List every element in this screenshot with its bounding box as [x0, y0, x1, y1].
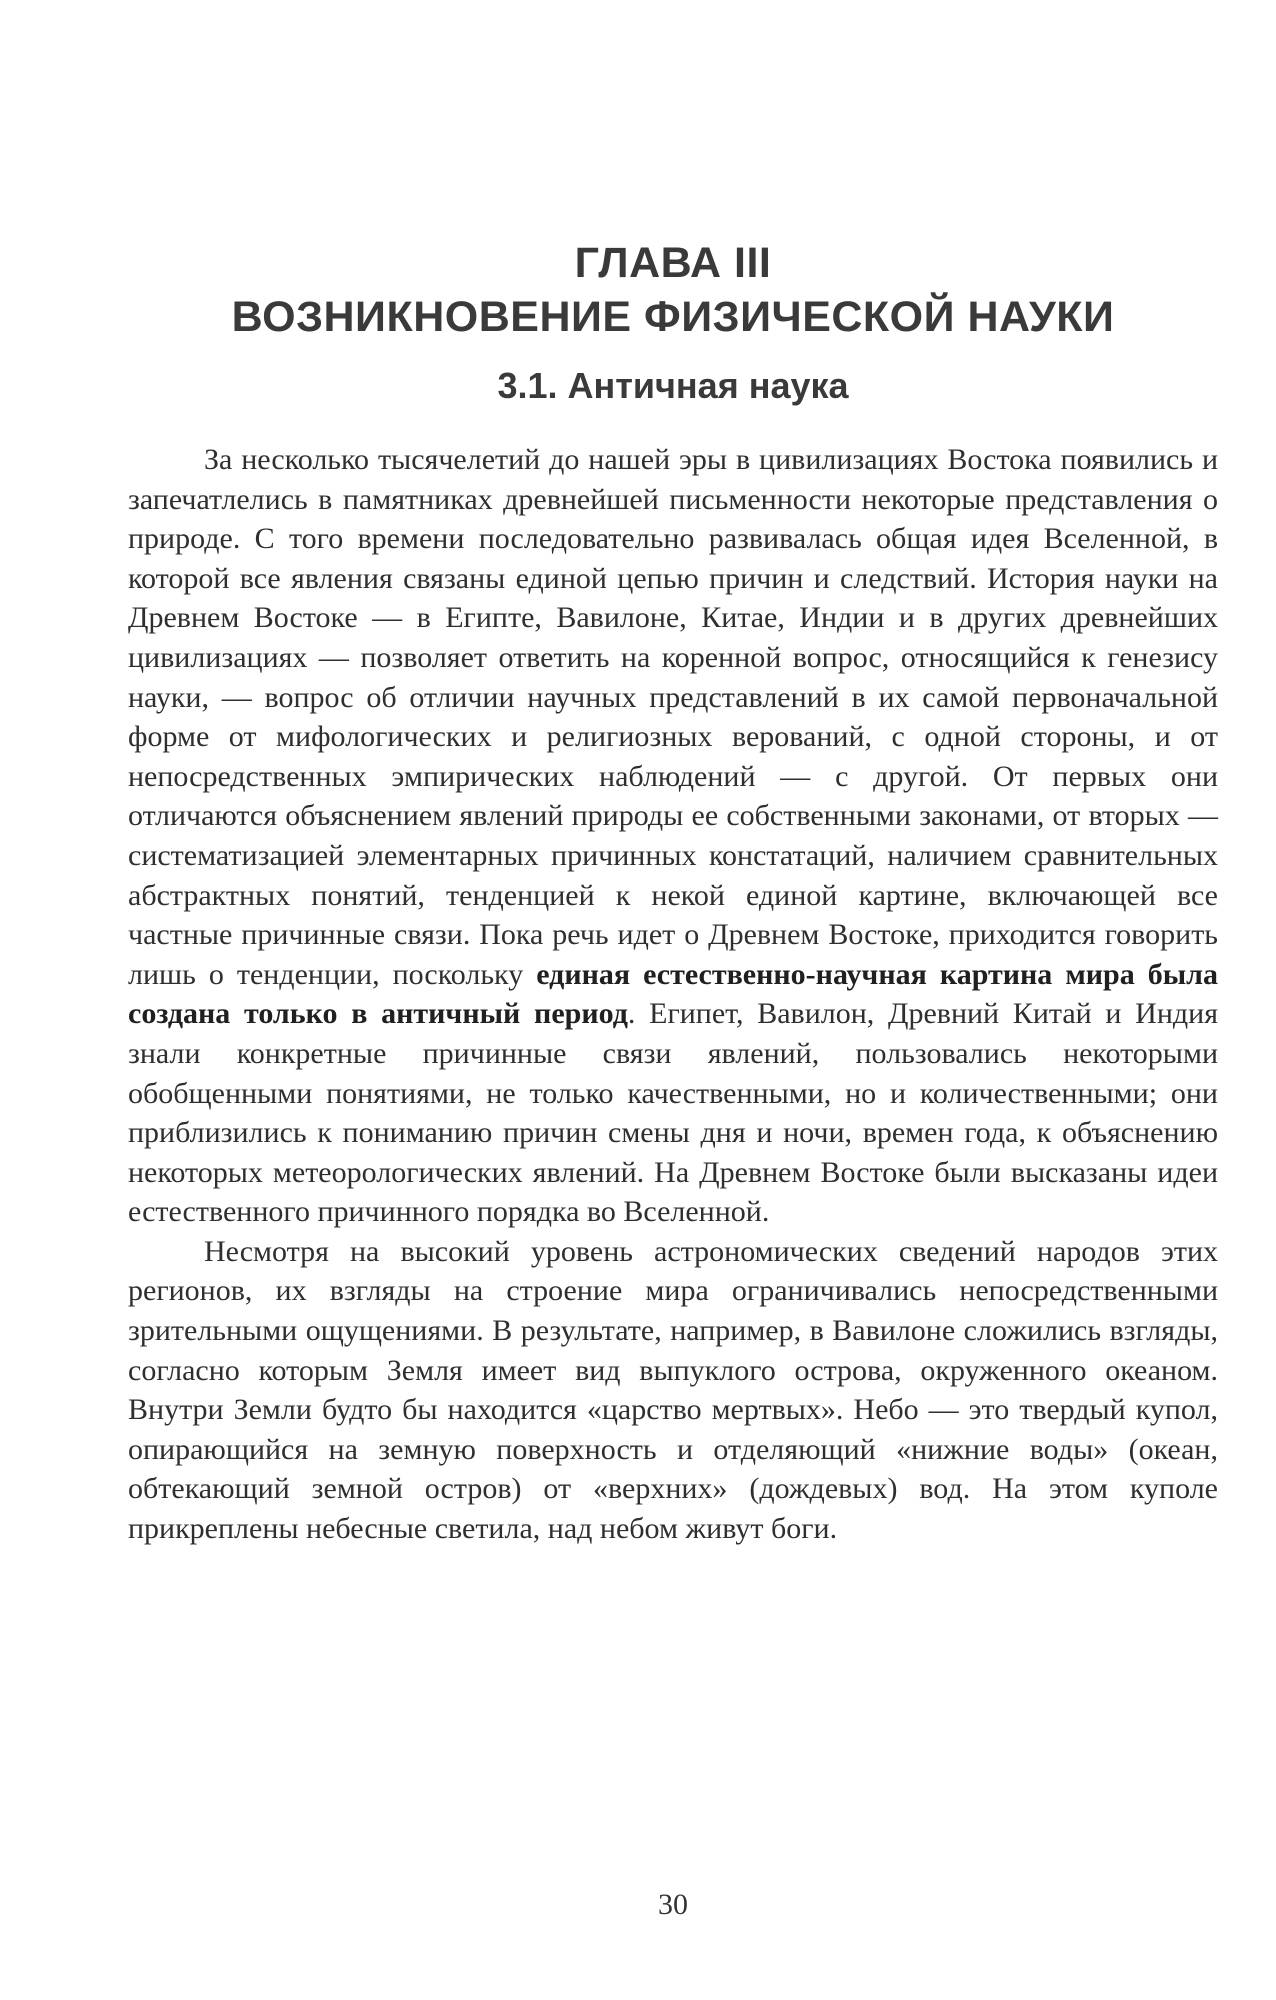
emphasized-text: единая естественно-научная картина мира была создана только в античный период	[128, 957, 1218, 1031]
paragraph: Несмотря на высокий уровень астрономических сведений народов этих регионов, их взгляды на строение мира ограничивались непосредственными зрительными ощущениями. В результате, например, в Вавилоне сложились взгляды, согласно которым Земля имеет вид выпуклого острова, окруженного океаном. Внутри Земли будто бы находится «царство мертвых». Небо — это твердый купол, опирающийся на земную поверхность и отделяющий «нижние воды» (океан, обтекающий земной остров) от «верхних» (дождевых) вод. На этом куполе прикреплены небесные светила, над небом живут боги.	[128, 1234, 1218, 1546]
body-text	[128, 440, 1218, 1549]
paragraph-text: . Египет, Вавилон, Древний Китай и Индия знали конкретные причинные связи явлений, пользовались некоторыми обобщенными понятиями, не только качественными, но и количественными; они приблизились к пониманию причин смены дня и ночи, времен года, к объяснению некоторых метеорологических явлений. На Древнем Востоке были высказаны идеи естественного причинного порядка во Вселенной.	[128, 997, 1219, 1229]
chapter-heading	[128, 236, 1218, 344]
paragraph-text: За несколько тысячелетий до нашей эры в цивилизациях Востока появились и запечатлелись в памятниках древнейшей письменности некоторые представления о природе. С того времени последовательно развивалась общая идея Вселенной, в которой все явления связаны единой цепью причин и следствий. История науки на Древнем Востоке — в Египте, Вавилоне, Китае, Индии и в других древнейших цивилизациях — позволяет ответить на коренной вопрос, относящийся к генезису науки, — вопрос об отличии научных представлений в их самой первоначальной форме от мифологических и религиозных верований, с одной стороны, и от непосредственных эмпирических наблюдений — с другой. От первых они отличаются объяснением явлений природы ее собственными законами, от вторых — систематизацией элементарных причинных констатаций, наличием сравнительных абстрактных понятий, тенденцией к некой единой картине, включающей все частные причинные связи. Пока речь идет о Древнем Востоке, приходится говорить лишь о тенденции, поскольку	[128, 443, 1218, 991]
page-number: 30	[658, 1888, 688, 1921]
section-title: 3.1. Античная наука	[497, 365, 849, 406]
book-page	[128, 0, 1218, 2000]
chapter-title: ВОЗНИКНОВЕНИЕ ФИЗИЧЕСКОЙ НАУКИ	[231, 293, 1115, 341]
paragraph	[128, 440, 1218, 1232]
chapter-number: ГЛАВА III	[574, 239, 772, 287]
